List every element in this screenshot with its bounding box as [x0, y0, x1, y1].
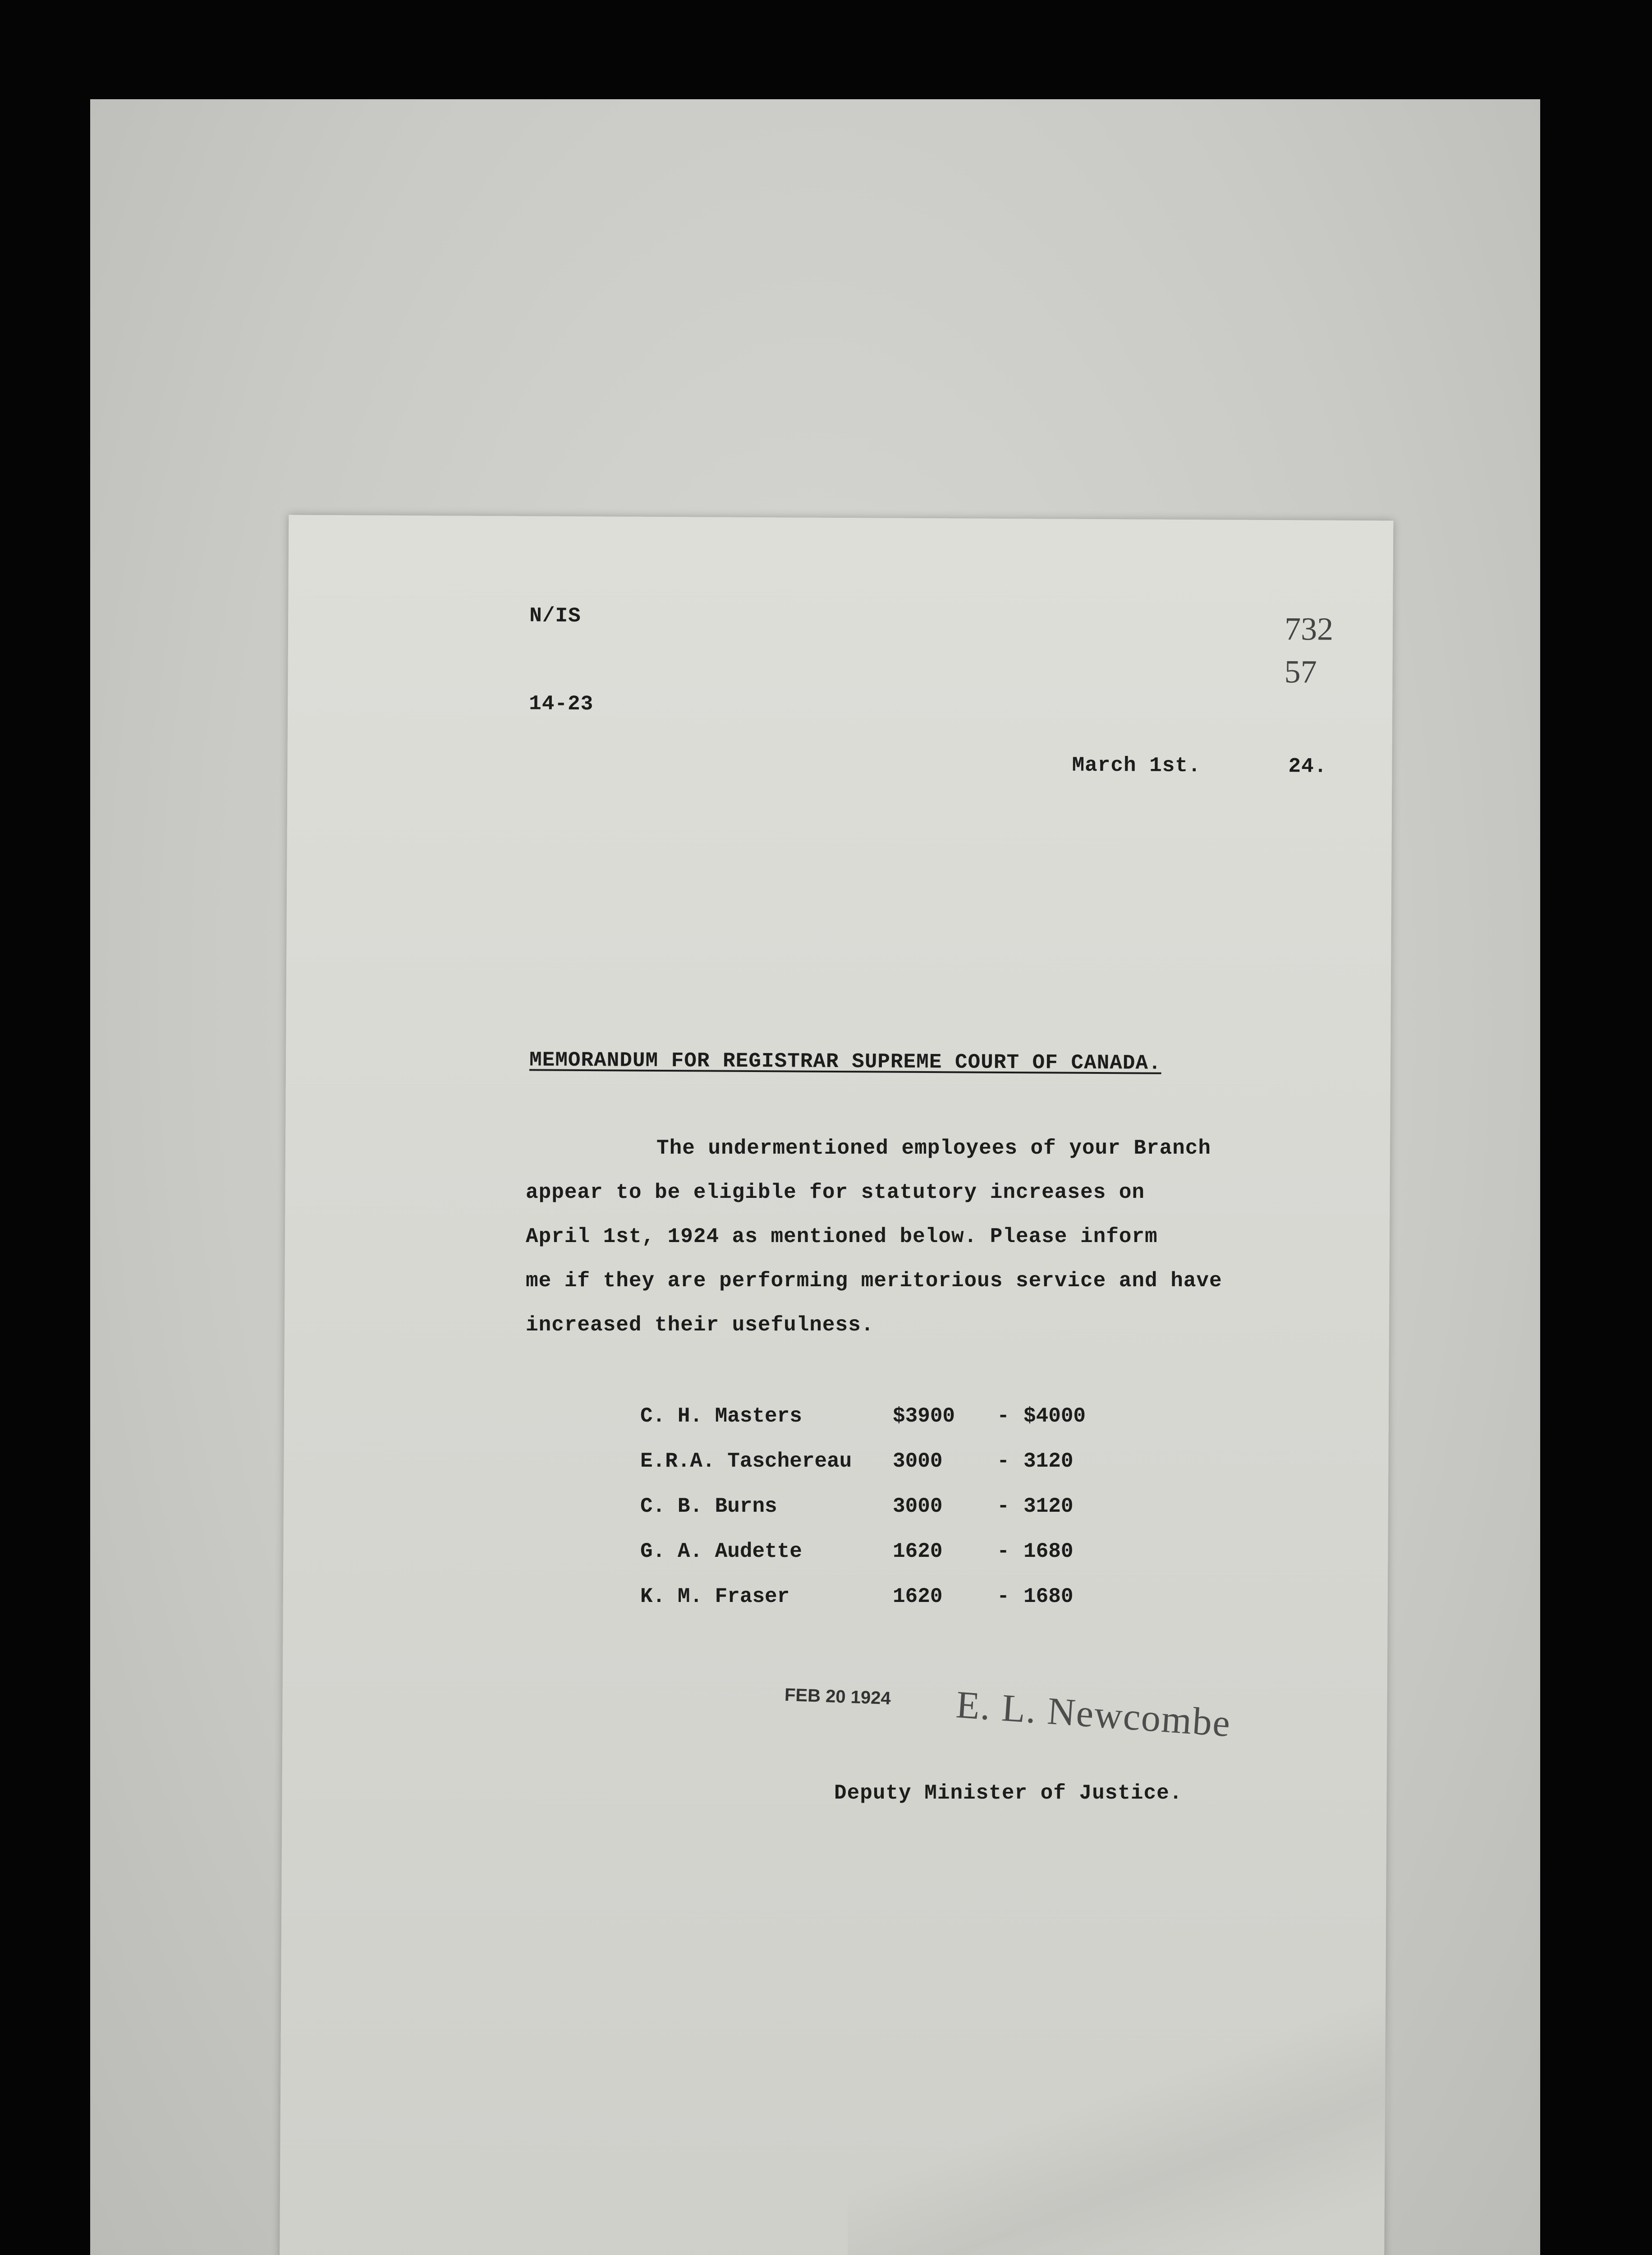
memo-title: MEMORANDUM FOR REGISTRAR SUPREME COURT OF CANADA. [529, 1048, 1161, 1075]
employee-name: K. M. Fraser [640, 1585, 790, 1608]
paper-fold [848, 1984, 1389, 2255]
memo-date: March 1st. [1072, 753, 1201, 778]
paragraph-line: appear to be eligible for statutory increases on [526, 1181, 1145, 1204]
new-salary: 3120 [1023, 1495, 1074, 1518]
signoff-title: Deputy Minister of Justice. [834, 1781, 1183, 1805]
new-salary: 3120 [1023, 1450, 1074, 1473]
table-row [640, 1439, 1114, 1484]
employee-name: G. A. Audette [640, 1540, 802, 1563]
signature-stamp: E. L. Newcombe [954, 1682, 1233, 1745]
current-salary: 3000 [893, 1495, 943, 1518]
folio-number-bottom: 57 [1284, 653, 1317, 690]
salary-table [640, 1394, 1114, 1619]
table-row [640, 1394, 1114, 1439]
current-salary: 1620 [893, 1585, 943, 1608]
employee-name: C. H. Masters [640, 1404, 802, 1428]
folio-number-top: 732 [1284, 611, 1334, 647]
table-row [640, 1484, 1114, 1529]
dash: - [997, 1495, 1010, 1518]
new-salary: 1680 [1023, 1585, 1074, 1608]
dash: - [997, 1540, 1010, 1563]
current-salary: 3000 [893, 1450, 943, 1473]
current-salary: $3900 [893, 1404, 955, 1428]
reference-code: N/IS [529, 604, 581, 628]
employee-name: E.R.A. Taschereau [640, 1450, 852, 1473]
dash: - [997, 1450, 1010, 1473]
employee-name: C. B. Burns [640, 1495, 777, 1518]
received-date-stamp: FEB 20 1924 [784, 1684, 891, 1709]
memo-year: 24. [1288, 755, 1327, 778]
dash: - [997, 1585, 1010, 1608]
file-number: 14-23 [529, 692, 594, 716]
paragraph-line: increased their usefulness. [526, 1313, 874, 1337]
table-row [640, 1574, 1114, 1619]
paragraph-line: April 1st, 1924 as mentioned below. Please inform [526, 1225, 1158, 1248]
new-salary: $4000 [1023, 1404, 1086, 1428]
table-row [640, 1529, 1114, 1574]
new-salary: 1680 [1023, 1540, 1074, 1563]
dash: - [997, 1404, 1010, 1428]
current-salary: 1620 [893, 1540, 943, 1563]
memo-paragraph [526, 1137, 1292, 1358]
paragraph-line: me if they are performing meritorious service and have [526, 1269, 1222, 1293]
paragraph-line: The undermentioned employees of your Branch [656, 1137, 1211, 1160]
